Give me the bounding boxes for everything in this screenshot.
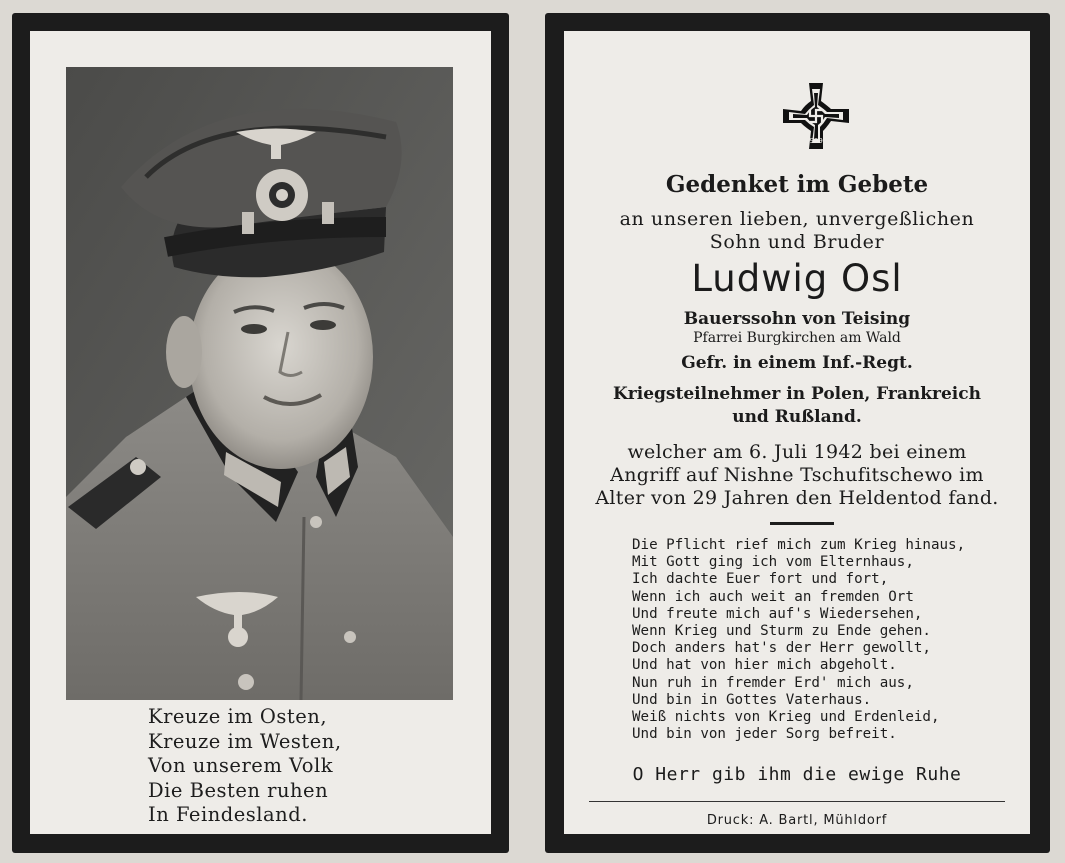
printer-credit: Druck: A. Bartl, Mühldorf	[706, 813, 888, 828]
intro-line: an unseren lieben, unvergeßlichen	[619, 208, 975, 230]
closing-prayer: O Herr gib ihm die ewige Ruhe	[632, 764, 962, 785]
verse-line: Und bin in Gottes Vaterhaus.	[632, 691, 872, 708]
memorial-verse	[632, 537, 965, 743]
deceased-name: Ludwig Osl	[691, 257, 903, 300]
campaigns-line: Kriegsteilnehmer in Polen, Frankreich	[613, 384, 981, 404]
footer-rule	[589, 801, 1005, 802]
parish-line: Pfarrei Burgkirchen am Wald	[693, 330, 901, 346]
verse-line: Mit Gott ging ich vom Elternhaus,	[632, 554, 914, 571]
poem-line: Die Besten ruhen	[148, 778, 329, 802]
origin-line: Bauerssohn von Teising	[683, 309, 911, 329]
death-line: Angriff auf Nishne Tschufitschewo im	[610, 464, 984, 486]
left-poem	[148, 705, 342, 828]
left-card-frame	[12, 13, 509, 853]
poem-line: Kreuze im Westen,	[148, 729, 342, 753]
verse-line: Die Pflicht rief mich zum Krieg hinaus,	[632, 537, 966, 553]
section-divider	[770, 522, 834, 525]
intro-line: Sohn und Bruder	[709, 231, 885, 253]
poem-line: In Feindesland.	[148, 803, 308, 826]
right-card-frame	[545, 13, 1050, 853]
left-card-paper	[30, 31, 491, 834]
poem-line: Kreuze im Osten,	[148, 705, 328, 728]
right-card-paper	[564, 31, 1030, 834]
campaigns-line: und Rußland.	[732, 407, 862, 427]
verse-line: Doch anders hat's der Herr gewollt,	[632, 640, 931, 657]
rank-line: Gefr. in einem Inf.-Regt.	[681, 353, 913, 373]
verse-line: Wenn ich auch weit an fremden Ort	[632, 588, 914, 605]
verse-line: Und bin von jeder Sorg befreit.	[632, 726, 897, 743]
cross-year: 1939	[805, 137, 823, 145]
verse-line: Ich dachte Euer fort und fort,	[632, 571, 889, 588]
verse-line: Weiß nichts von Krieg und Erdenleid,	[632, 709, 940, 726]
verse-line: Und hat von hier mich abgeholt.	[632, 657, 897, 674]
verse-line: Wenn Krieg und Sturm zu Ende gehen.	[632, 623, 931, 640]
verse-line: Und freute mich auf's Wiedersehen,	[632, 605, 923, 622]
death-line: Alter von 29 Jahren den Heldentod fand.	[595, 487, 999, 509]
heading-title: Gedenket im Gebete	[665, 171, 929, 198]
verse-line: Nun ruh in fremder Erd' mich aus,	[632, 674, 914, 691]
poem-line: Von unserem Volk	[148, 754, 334, 777]
soldier-portrait-photo	[66, 67, 453, 700]
death-line: welcher am 6. Juli 1942 bei einem	[627, 441, 967, 463]
